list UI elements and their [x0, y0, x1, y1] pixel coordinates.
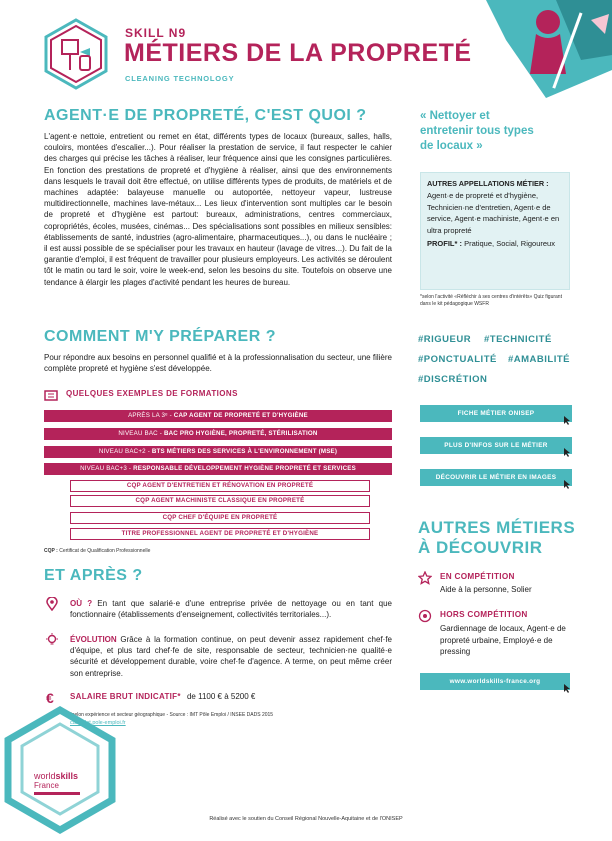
formation-item: NIVEAU BAC - BAC PRO HYGIÈNE, PROPRETÉ, STÉRILISATION: [44, 428, 392, 440]
intro-text: L'agent·e nettoie, entretient ou remet en état, différents types de locaux (bureaux, salles, halls, couloirs, montées d'escalier...). Pour réaliser la prestation de service, il faut respecter le cahier des charges qui précise les tâches à réaliser, leur fréquence ainsi que les consignes particulières. En fonction des prestations de propreté et d'hygiène à réaliser, ainsi que des environnements dans lesquels le travail doit être effectué, on utilise différents types de produits, de matériels et de machines adaptée: balayeuse manuelle ou autoportée, nettoyeur vapeur, lustreuse multidirectionnelle, machines lave-métaux... Les lieux d'intervention sont multiples car le besoin de propreté et d'hygiène est partout: bureaux, administrations, centres commerciaux, copropriétés, écoles, musées, cinémas... Des spécialisations sont possibles en milieux sensibles: établissements de santé, industries (agro-alimentaire, pharmaceutiques...), ou dans le nucléaire ; il est aussi possible de se spécialiser pour les travaux en hauteur (lavage de vitres...). Du fait de la garantie d'emploi, il est fréquent de travailler pour plusieurs employeurs. Les activités se déroulent tôt le matin ou tard le soir, voire le week-end, selon les besoins du site. Toutefois on observe une tendance à élargir les plages d'activité pendant les heures de bureau.: [44, 132, 392, 287]
quote: « Nettoyer et entretenir tous types de locaux »: [420, 110, 534, 152]
star-icon: [418, 571, 432, 585]
prepare-text: Pour répondre aux besoins en personnel qualifié et à la professionnalisation du secteur, une filière complète propreté et hygiène s'est développée.: [44, 353, 392, 374]
cursor-icon: [564, 416, 572, 425]
location-icon: [46, 597, 58, 611]
hashtag: #TECHNICITÉ: [484, 334, 552, 345]
hashtag: #PONCTUALITÉ: [418, 354, 497, 365]
hashtag: #DISCRÉTION: [418, 374, 488, 385]
cqp-note: CQP : Certificat de Qualification Professionnelle: [44, 548, 151, 554]
hors-competition-label: HORS COMPÉTITION: [440, 610, 528, 619]
hashtag: #RIGUEUR: [418, 334, 472, 345]
formation-item: APRÈS LA 3ᵉ - CAP AGENT DE PROPRETÉ ET D'HYGIÈNE: [44, 410, 392, 422]
page-title: MÉTIERS DE LA PROPRETÉ: [124, 39, 472, 67]
bulb-icon: [45, 633, 59, 647]
prepare-heading: COMMENT M'Y PRÉPARER ?: [44, 328, 276, 345]
formation-item: CQP AGENT D'ENTRETIEN ET RÉNOVATION EN PROPRETÉ: [70, 480, 370, 492]
worldskills-logo: worldskills France: [34, 772, 80, 795]
page-subtitle: CLEANING TECHNOLOGY: [125, 74, 235, 83]
formation-item: NIVEAU BAC+2 - BTS MÉTIERS DES SERVICES À L'ENVIRONNEMENT (MSE): [44, 446, 392, 458]
hashtag: #AMABILITÉ: [508, 354, 570, 365]
competition-text: Aide à la personne, Solier: [440, 585, 532, 594]
intro-heading: AGENT·E DE PROPRETÉ, C'EST QUOI ?: [44, 107, 367, 124]
formations-heading: QUELQUES EXEMPLES DE FORMATIONS: [66, 389, 238, 398]
appellations-note: *selon l'activité «Réfléchir à ses centres d'intérêts» Quiz figurant dans le kit pédagogique WSFR: [420, 294, 562, 307]
evolution-block: ÉVOLUTION Grâce à la formation continue, on peut devenir assez rapidement chef·fe d'équipe, et plus tard chef·fe de site, responsable de secteur, technicien·ne qualité·e sécurité et développement durable, voire chef·fe d'agence. A terme, on peut même créer son entreprise.: [70, 635, 392, 678]
autres-heading-1: AUTRES MÉTIERS: [418, 518, 576, 537]
appellations-heading: AUTRES APPELLATIONS MÉTIER :: [427, 179, 549, 188]
appellations-box: [420, 172, 570, 290]
formation-item: CQP CHEF D'ÉQUIPE EN PROPRETÉ: [70, 512, 370, 524]
competition-label: EN COMPÉTITION: [440, 572, 515, 581]
formation-item: CQP AGENT MACHINISTE CLASSIQUE EN PROPRETÉ: [70, 495, 370, 507]
book-icon: [44, 388, 58, 399]
appellations-text: Agent·e de propreté et d'hygiène, Technicien·ne d'entretien, Agent·e de service, Agent·e machiniste, Agent·e en ultra propreté: [427, 191, 560, 235]
illustration-cleaner: [486, 0, 612, 98]
cursor-icon: [564, 684, 572, 693]
autres-heading-2: À DÉCOUVRIR: [418, 538, 543, 557]
hors-competition-text: Gardiennage de locaux, Agent·e de propreté urbaine, Employé·e de pressing: [440, 624, 566, 656]
fiche-onisep-button[interactable]: FICHE MÉTIER ONISEP: [420, 405, 572, 422]
profil-text: Pratique, Social, Rigoureux: [464, 239, 555, 249]
skill-number: SKILL N9: [125, 26, 187, 40]
euro-icon: €: [46, 690, 54, 706]
target-icon: [418, 609, 432, 623]
profil-label: PROFIL* :: [427, 239, 462, 249]
formation-item: NIVEAU BAC+3 - RESPONSABLE DÉVELOPPEMENT HYGIÈNE PROPRETÉ ET SERVICES: [44, 463, 392, 475]
ou-block: OÙ ? En tant que salarié·e d'une entreprise privée de nettoyage ou en tant que fonctionnaire (établissements d'enseignement, collectivités territoriales...).: [70, 599, 393, 620]
salaire-note: *selon expérience et secteur géographique - Source : IMT Pôle Emploi / INSEE DADS 2015: [70, 712, 274, 718]
salaire-block: SALAIRE BRUT INDICATIF* de 1100 € à 5200 €: [70, 692, 256, 701]
plus-infos-button[interactable]: PLUS D'INFOS SUR LE MÉTIER: [420, 437, 572, 454]
images-button[interactable]: DÉCOUVRIR LE MÉTIER EN IMAGES: [420, 469, 572, 486]
apres-heading: ET APRÈS ?: [44, 567, 143, 584]
formation-item: TITRE PROFESSIONNEL AGENT DE PROPRETÉ ET D'HYGIÈNE: [70, 528, 370, 540]
footer-text: Réalisé avec le soutien du Conseil Régional Nouvelle-Aquitaine et de l'ONISEP: [209, 816, 403, 822]
cursor-icon: [564, 448, 572, 457]
worldskills-site-button[interactable]: www.worldskills-france.org: [420, 673, 570, 690]
skill-logo: [40, 18, 112, 90]
cursor-icon: [564, 480, 572, 489]
pole-emploi-link[interactable]: candidat.pole-emploi.fr: [70, 720, 126, 726]
